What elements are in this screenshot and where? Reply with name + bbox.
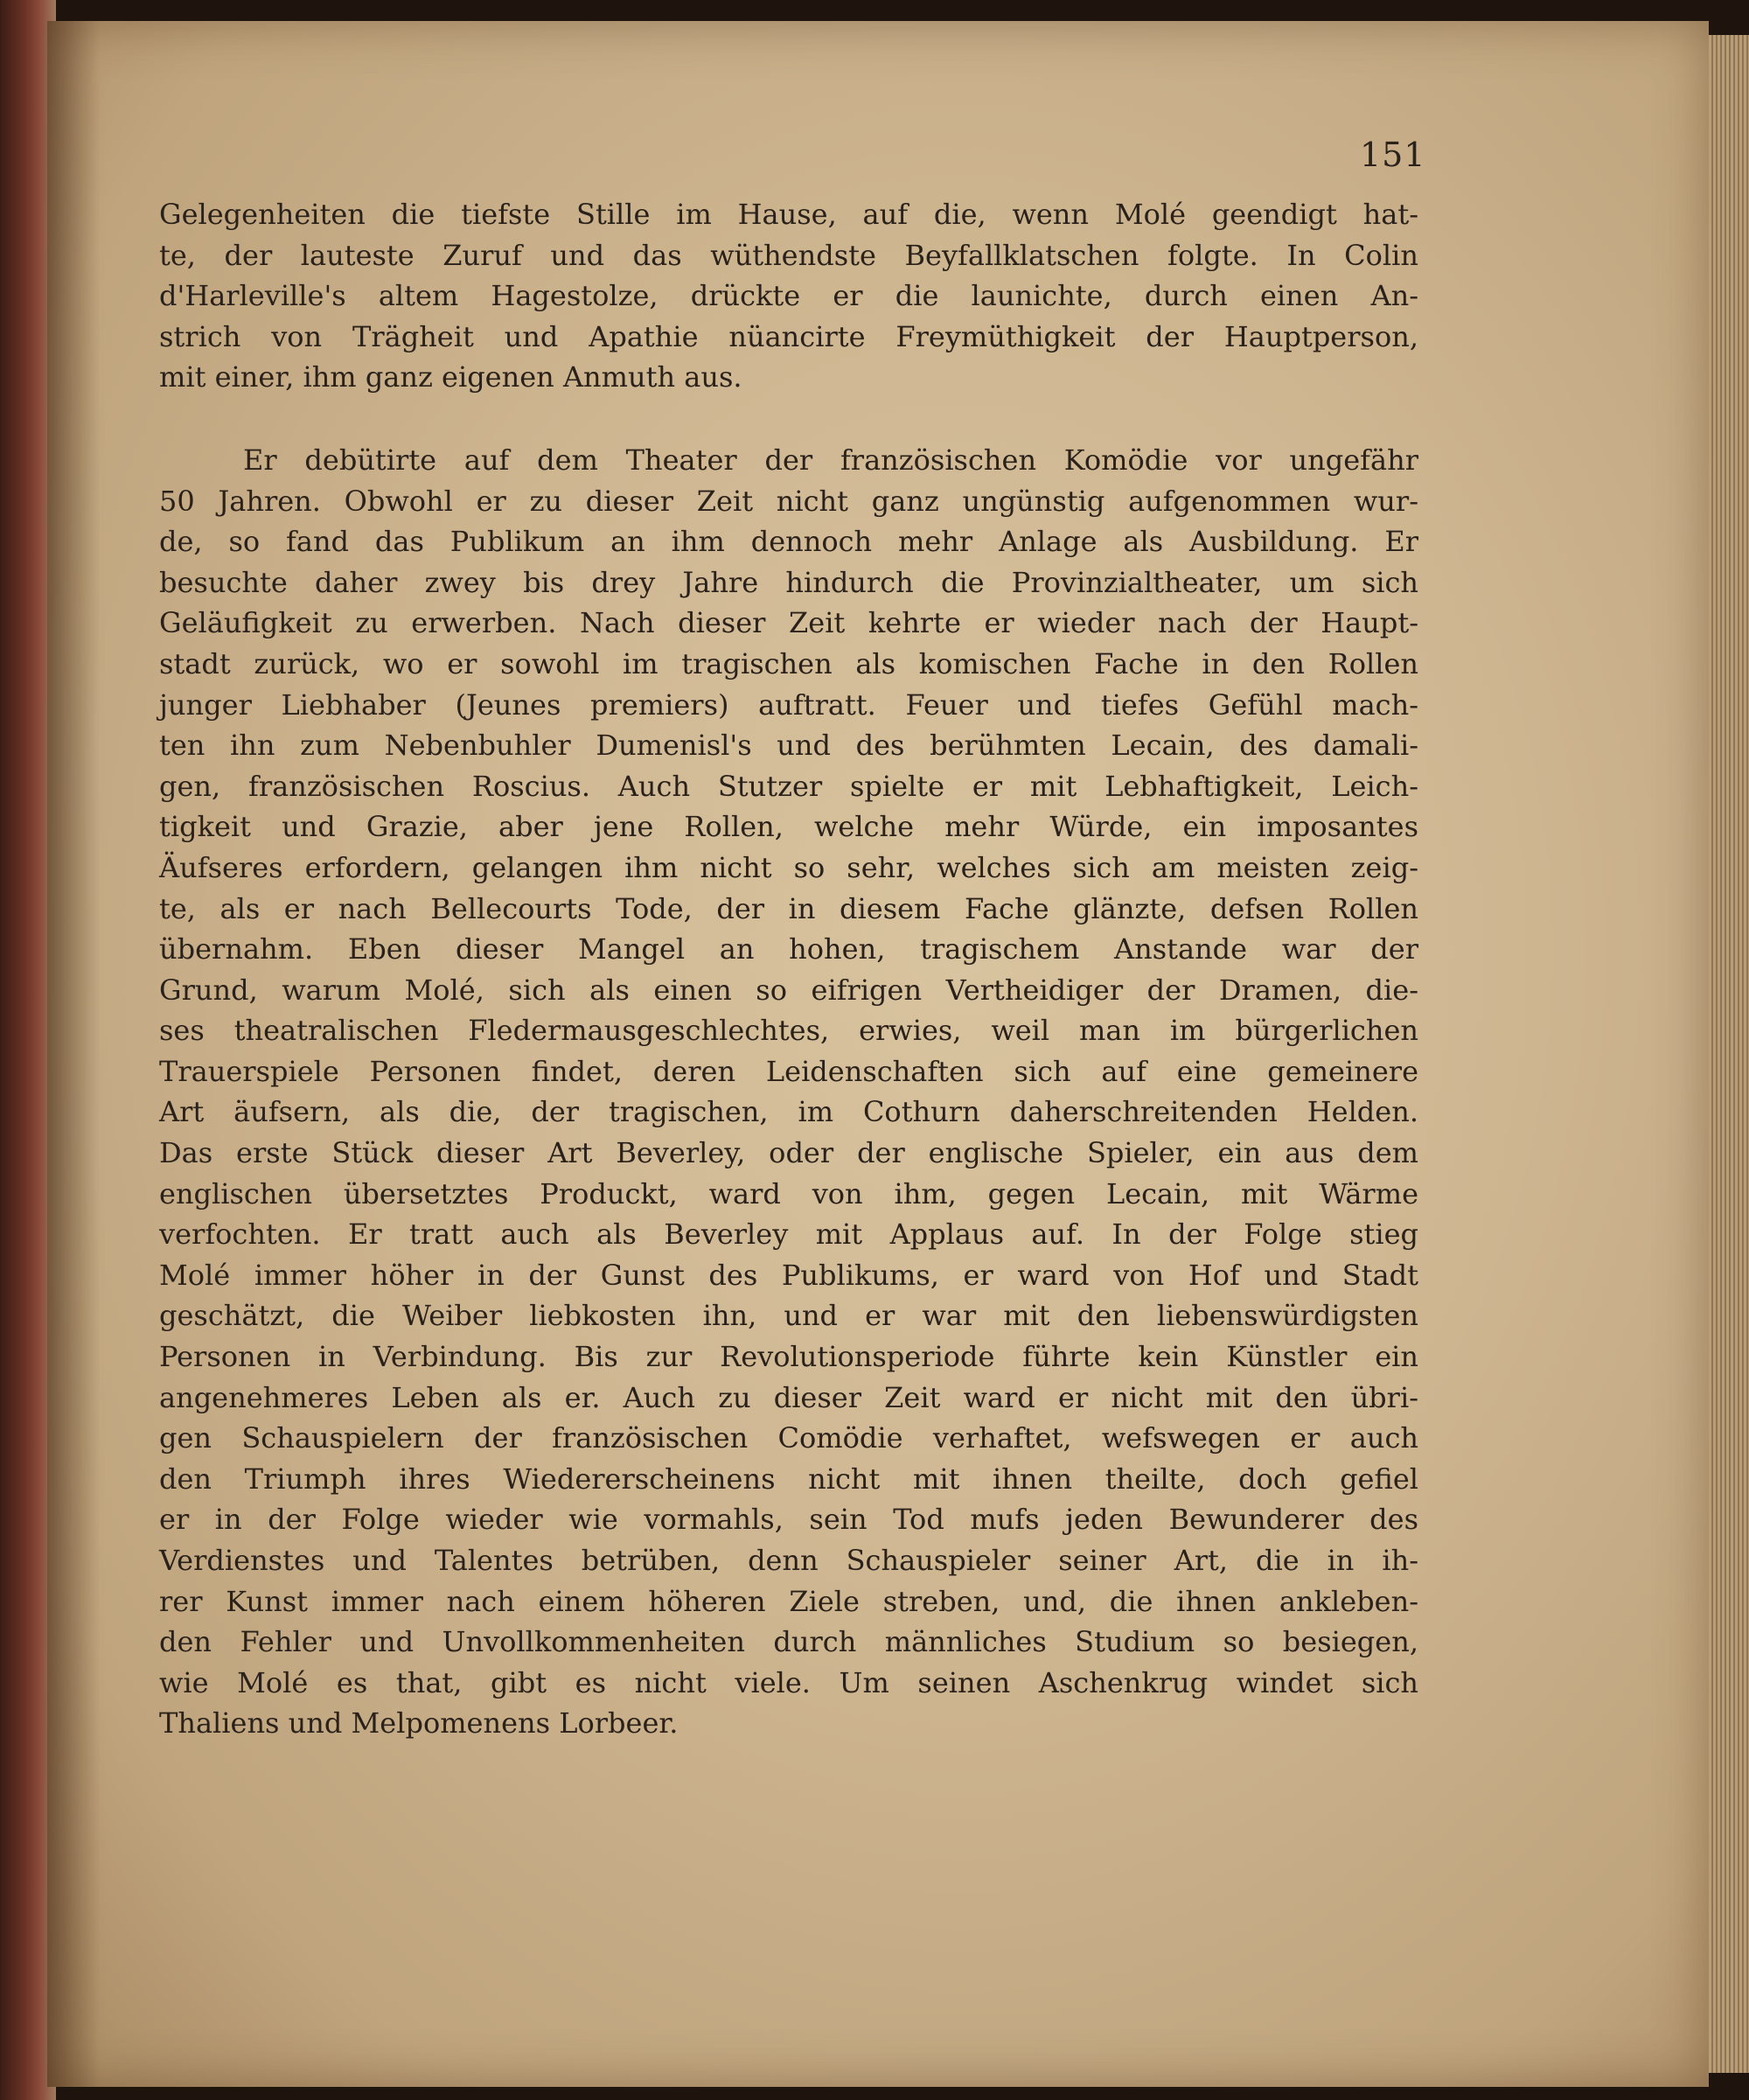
paragraph-1 [159,194,1418,398]
text-line: tigkeit und Grazie, aber jene Rollen, welche mehr Würde, ein imposantes [159,810,1418,844]
text-line: rer Kunst immer nach einem höheren Ziele streben, und, die ihnen ankleben- [159,1584,1418,1618]
text-line: Thaliens und Melpomenens Lorbeer. [159,1706,679,1741]
text-line: Verdienstes und Talentes betrüben, denn Schauspieler seiner Art, die in ih- [159,1544,1418,1577]
text-line: Äufseres erfordern, gelangen ihm nicht so sehr, welches sich am meisten zeig- [159,850,1418,884]
text-line: te, der lauteste Zuruf und das wüthendste Beyfallklatschen folgte. In Colin [159,238,1418,272]
text-line: Art äufsern, als die, der tragischen, im Cothurn daherschreitenden Helden. [159,1095,1418,1129]
text-line: besuchte daher zwey bis drey Jahre hindurch die Provinzialtheater, um sich [159,565,1418,599]
text-line: übernahm. Eben dieser Mangel an hohen, tragischem Anstande war der [159,932,1418,966]
page-gutter-shadow [47,21,100,2087]
text-line: Grund, warum Molé, sich als einen so eifrigen Vertheidiger der Dramen, die- [159,973,1418,1007]
text-line: Das erste Stück dieser Art Beverley, oder der englische Spieler, ein aus dem [159,1136,1418,1170]
text-line: te, als er nach Bellecourts Tode, der in diesem Fache glänzte, defsen Rollen [159,891,1418,925]
text-line: Personen in Verbindung. Bis zur Revolutionsperiode führte kein Künstler ein [159,1340,1418,1374]
text-line: d'Harleville's altem Hagestolze, drückte er die launichte, durch einen An- [159,279,1418,313]
text-line: den Fehler und Unvollkommenheiten durch männliches Studium so besiegen, [159,1625,1418,1659]
text-line: Molé immer höher in der Gunst des Publikums, er ward von Hof und Stadt [159,1258,1418,1292]
body-text [159,194,1418,1744]
text-line: gen Schauspielern der französischen Comödie verhaftet, wefswegen er auch [159,1421,1418,1455]
text-line: de, so fand das Publikum an ihm dennoch mehr Anlage als Ausbildung. Er [159,525,1418,559]
text-line: Trauerspiele Personen findet, deren Leidenschaften sich auf eine gemeinere [159,1054,1418,1088]
text-line: verfochten. Er tratt auch als Beverley mit Applaus auf. In der Folge stieg [159,1217,1418,1252]
text-line: geschätzt, die Weiber liebkosten ihn, und er war mit den liebenswürdigsten [159,1299,1418,1333]
page-number: 151 [1360,136,1426,174]
paragraph-gap [159,398,1418,440]
text-line: Geläufigkeit zu erwerben. Nach dieser Zeit kehrte er wieder nach der Haupt- [159,606,1418,640]
text-line: den Triumph ihres Wiedererscheinens nicht mit ihnen theilte, doch gefiel [159,1462,1418,1496]
text-line: stadt zurück, wo er sowohl im tragischen als komischen Fache in den Rollen [159,646,1418,680]
text-line: er in der Folge wieder wie vormahls, sein Tod mufs jeden Bewunderer des [159,1503,1418,1537]
text-line: strich von Trägheit und Apathie nüancirte Freymüthigkeit der Hauptperson, [159,319,1418,353]
text-line: ten ihn zum Nebenbuhler Dumenisl's und des berühmten Lecain, des damali- [159,729,1418,763]
page-stack-edge [1709,35,1749,2073]
text-line: angenehmeres Leben als er. Auch zu dieser Zeit ward er nicht mit den übri- [159,1380,1418,1414]
paragraph-2 [159,440,1418,1744]
text-line: gen, französischen Roscius. Auch Stutzer spielte er mit Lebhaftigkeit, Leich- [159,769,1418,803]
text-line: mit einer, ihm ganz eigenen Anmuth aus. [159,360,742,394]
text-line: junger Liebhaber (Jeunes premiers) auftratt. Feuer und tiefes Gefühl mach- [159,687,1418,722]
text-line: wie Molé es that, gibt es nicht viele. Um seinen Aschenkrug windet sich [159,1665,1418,1699]
text-line: ses theatralischen Fledermausgeschlechtes, erwies, weil man im bürgerlichen [159,1014,1418,1048]
text-line: Er debütirte auf dem Theater der französischen Komödie vor ungefähr [243,443,1418,477]
text-line: 50 Jahren. Obwohl er zu dieser Zeit nicht ganz ungünstig aufgenommen wur- [159,484,1418,518]
text-line: Gelegenheiten die tiefste Stille im Hause, auf die, wenn Molé geendigt hat- [159,198,1418,231]
text-line: englischen übersetztes Produckt, ward von ihm, gegen Lecain, mit Wärme [159,1176,1418,1210]
